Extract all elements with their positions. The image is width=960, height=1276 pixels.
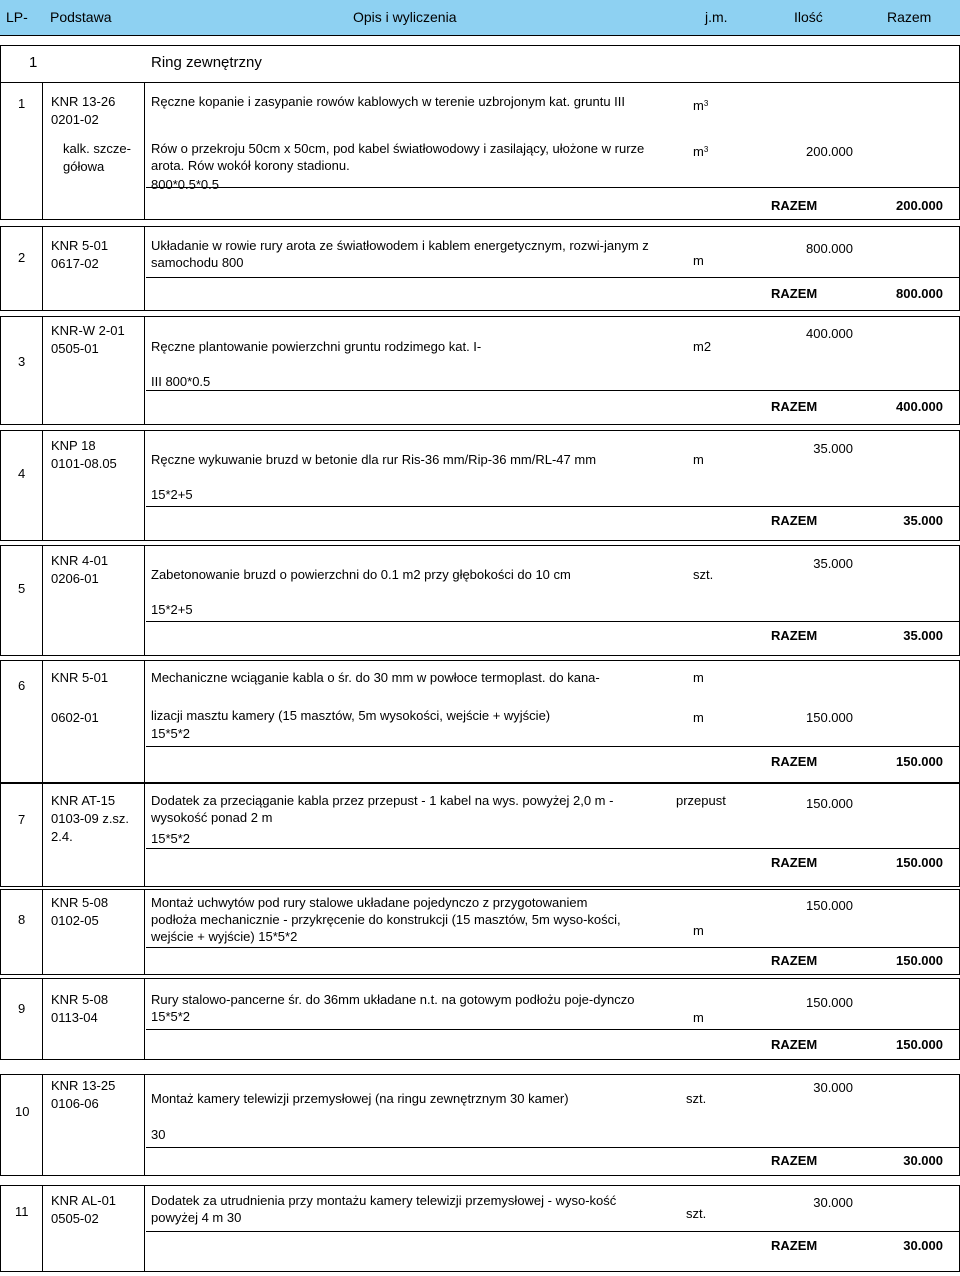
item-description: Mechaniczne wciąganie kabla o śr. do 30 mm w powłoce termoplast. do kana- <box>151 670 600 685</box>
item-number: 6 <box>18 678 26 693</box>
item-base-detail: kalk. szcze- <box>63 141 131 156</box>
razem-label: RAZEM <box>771 628 818 643</box>
item-number: 10 <box>15 1104 30 1119</box>
razem-value: 150.000 <box>896 953 943 968</box>
item-quantity: 35.000 <box>813 441 853 456</box>
list-item <box>0 430 960 541</box>
razem-label: RAZEM <box>771 399 818 414</box>
item-description: Rury stalowo-pancerne śr. do 36mm układane n.t. na gotowym podłożu poje-dynczo 15*5*2 <box>151 992 635 1024</box>
item-description: Montaż uchwytów pod rury stalowe układane pojedynczo z przygotowaniem podłoża mechanicznie - przykręcenie do konstrukcji (15 masztów, 5m wyso-kości, wejście + wyjście) 15*5*2 <box>151 895 621 944</box>
item-description: Układanie w rowie rury arota ze światłowodem i kablem energetycznym, rozwi-janym z samochodu 800 <box>151 238 649 270</box>
razem-label: RAZEM <box>771 754 818 769</box>
item-number: 4 <box>18 466 26 481</box>
razem-label: RAZEM <box>771 855 818 870</box>
item-quantity: 200.000 <box>806 144 853 159</box>
razem-value: 200.000 <box>896 198 943 213</box>
item-quantity: 400.000 <box>806 326 853 341</box>
item-unit: m <box>693 670 704 685</box>
razem-label: RAZEM <box>771 198 818 213</box>
item-unit: m <box>693 923 704 938</box>
item-base: 0113-04 <box>51 1010 98 1025</box>
section-title: Ring zewnętrzny <box>151 54 262 71</box>
item-base: 0201-02 <box>51 112 99 127</box>
section-row <box>0 45 960 83</box>
item-calc: III 800*0.5 <box>151 374 211 389</box>
item-quantity: 150.000 <box>806 898 853 913</box>
list-item <box>0 545 960 656</box>
item-base: KNR 5-01 <box>51 238 109 253</box>
item-calc: 15*2+5 <box>151 602 193 617</box>
razem-label: RAZEM <box>771 1238 818 1253</box>
item-description: lizacji masztu kamery (15 masztów, 5m wysokości, wejście + wyjście) <box>151 708 551 723</box>
item-quantity: 30.000 <box>813 1195 853 1210</box>
item-calc: 15*5*2 <box>151 831 191 846</box>
item-quantity: 30.000 <box>813 1080 853 1095</box>
item-description: Ręczne plantowanie powierzchni gruntu rodzimego kat. I- <box>151 339 482 354</box>
razem-value: 35.000 <box>903 513 943 528</box>
item-unit: $m^3$ <box>693 144 709 159</box>
item-base: KNR 13-25 <box>51 1078 116 1093</box>
item-base-detail: gółowa <box>63 159 105 174</box>
item-unit: m <box>693 1010 704 1025</box>
item-unit: m <box>693 710 704 725</box>
header-lp: LP- <box>6 9 28 25</box>
item-base: 2.4. <box>51 829 73 844</box>
item-calc: 800*0.5*0.5 <box>151 177 219 192</box>
razem-value: 35.000 <box>903 628 943 643</box>
list-item <box>0 1185 960 1272</box>
item-base: 0505-01 <box>51 341 99 356</box>
item-quantity: 35.000 <box>813 556 853 571</box>
item-quantity: 150.000 <box>806 796 853 811</box>
item-number: 11 <box>15 1204 29 1219</box>
item-base: KNR 4-01 <box>51 553 109 568</box>
section-number: 1 <box>29 54 38 71</box>
item-number: 8 <box>18 912 26 927</box>
item-unit: m2 <box>693 339 712 354</box>
item-base: 0617-02 <box>51 256 99 271</box>
item-unit: szt. <box>693 567 714 582</box>
razem-value: 150.000 <box>896 1037 943 1052</box>
item-description: Dodatek za przeciąganie kabla przez przepust - 1 kabel na wys. powyżej 2,0 m - wysokość ponad 2 m <box>151 793 614 825</box>
item-number: 3 <box>18 354 26 369</box>
list-item <box>0 978 960 1060</box>
header-ilosc: Ilość <box>794 9 823 25</box>
item-number: 7 <box>18 812 26 827</box>
item-description: Dodatek za utrudnienia przy montażu kamery telewizji przemysłowej - wyso-kość powyżej 4 m 30 <box>151 1193 617 1225</box>
item-base: KNR 13-26 <box>51 94 116 109</box>
item-number: 5 <box>18 581 26 596</box>
item-number: 9 <box>18 1001 26 1016</box>
razem-value: 800.000 <box>896 286 943 301</box>
item-quantity: 800.000 <box>806 241 853 256</box>
item-quantity: 150.000 <box>806 710 853 725</box>
item-base: KNR-W 2-01 <box>51 323 125 338</box>
list-item <box>0 783 960 887</box>
item-number: 1 <box>18 96 26 111</box>
item-calc: 15*2+5 <box>151 487 193 502</box>
item-unit: $m^3$ <box>693 98 709 113</box>
item-quantity: 150.000 <box>806 995 853 1010</box>
item-base: 0102-05 <box>51 913 99 928</box>
razem-label: RAZEM <box>771 513 818 528</box>
item-number: 2 <box>18 250 26 265</box>
item-detail: Rów o przekroju 50cm x 50cm, pod kabel światłowodowy i zasilający, ułożone w rurze arota. Rów wokół korony stadionu. <box>151 141 645 173</box>
list-item <box>0 660 960 783</box>
item-base: 0103-09 z.sz. <box>51 811 130 826</box>
razem-label: RAZEM <box>771 953 818 968</box>
list-item <box>0 226 960 311</box>
item-description: Ręczne wykuwanie bruzd w betonie dla rur Ris-36 mm/Rip-36 mm/RL-47 mm <box>151 452 597 467</box>
table-header <box>0 0 960 36</box>
item-base: KNR AT-15 <box>51 793 116 808</box>
razem-value: 30.000 <box>903 1153 943 1168</box>
item-unit: przepust <box>676 793 726 808</box>
item-base: KNP 18 <box>51 438 96 453</box>
header-razem: Razem <box>887 9 932 25</box>
item-description: Ręczne kopanie i zasypanie rowów kablowych w terenie uzbrojonym kat. gruntu III <box>151 94 626 109</box>
header-podstawa: Podstawa <box>50 9 112 25</box>
header-opis: Opis i wyliczenia <box>353 9 457 25</box>
item-base: 0206-01 <box>51 571 99 586</box>
item-base: 0602-01 <box>51 710 99 725</box>
razem-value: 30.000 <box>903 1238 943 1253</box>
razem-label: RAZEM <box>771 1153 818 1168</box>
list-item <box>0 889 960 975</box>
razem-label: RAZEM <box>771 1037 818 1052</box>
item-unit: szt. <box>686 1206 707 1221</box>
list-item <box>0 316 960 425</box>
razem-value: 400.000 <box>896 399 943 414</box>
item-calc: 15*5*2 <box>151 726 191 741</box>
item-base: KNR 5-08 <box>51 895 109 910</box>
list-item <box>0 1074 960 1176</box>
item-base: KNR 5-01 <box>51 670 109 685</box>
item-base: 0101-08.05 <box>51 456 117 471</box>
item-calc: 30 <box>151 1127 166 1142</box>
header-jm: j.m. <box>705 9 728 25</box>
razem-label: RAZEM <box>771 286 818 301</box>
item-description: Zabetonowanie bruzd o powierzchni do 0.1 m2 przy głębokości do 10 cm <box>151 567 571 582</box>
item-unit: szt. <box>686 1091 707 1106</box>
item-unit: m <box>693 253 704 268</box>
item-base: 0505-02 <box>51 1211 99 1226</box>
razem-value: 150.000 <box>896 754 943 769</box>
item-unit: m <box>693 452 704 467</box>
item-description: Montaż kamery telewizji przemysłowej (na ringu zewnętrznym 30 kamer) <box>151 1091 569 1106</box>
item-base: KNR 5-08 <box>51 992 109 1007</box>
list-item <box>0 82 960 220</box>
item-base: 0106-06 <box>51 1096 99 1111</box>
item-base: KNR AL-01 <box>51 1193 117 1208</box>
razem-value: 150.000 <box>896 855 943 870</box>
